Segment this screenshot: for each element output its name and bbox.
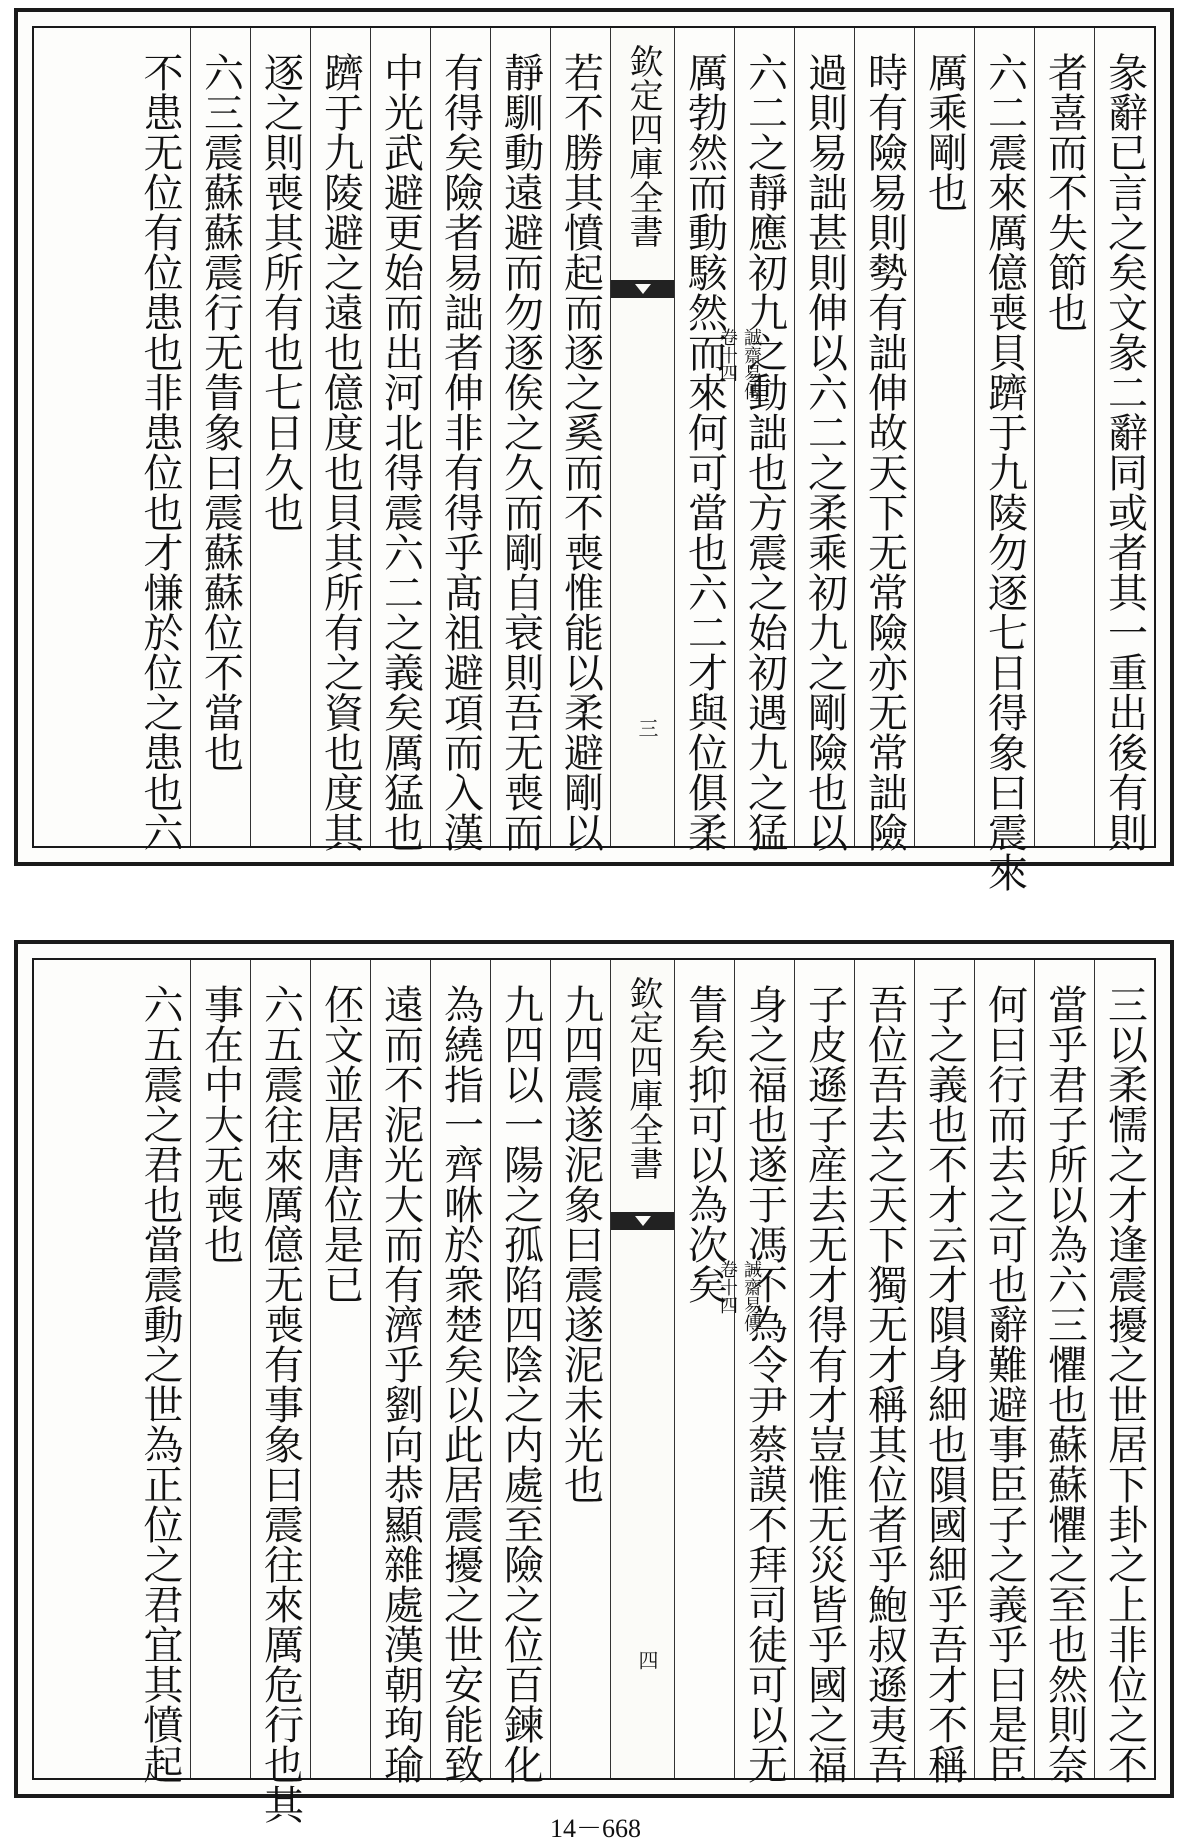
- text-column: 眚矣抑可以為次矣: [674, 960, 734, 1778]
- banner-page-number: 三: [635, 718, 659, 738]
- banner-page-number: 四: [635, 1650, 659, 1670]
- text-column: 三以柔懦之才逢震擾之世居下卦之上非位之不: [1094, 960, 1154, 1778]
- top-page: [14, 8, 1174, 892]
- text-column: 六三震蘇蘇震行无眚象曰震蘇蘇位不當也: [190, 28, 250, 846]
- text-column: 身之福也遂于馮不為令尹蔡謨不拜司徒可以无: [734, 960, 794, 1778]
- banner-volume: 卷十四: [717, 328, 738, 382]
- text-column: 九四以一陽之孤陷四陰之内處至險之位百鍊化: [490, 960, 550, 1778]
- text-column: 伾文並居唐位是已: [310, 960, 370, 1778]
- text-column: 若不勝其憤起而逐之奚而不喪惟能以柔避剛以: [550, 28, 610, 846]
- top-page-text-block: [32, 26, 1156, 892]
- text-column: 遠而不泥光大而有濟乎劉向恭顯雜處漢朝珣瑜: [370, 960, 430, 1778]
- text-column: 逐之則喪其所有也七日久也: [250, 28, 310, 846]
- text-column: 子皮遜子産去无才得有才豈惟无災皆乎國之福: [794, 960, 854, 1778]
- fish-tail-mark-icon: [611, 1212, 674, 1230]
- text-column: 過則易詘甚則伸以六二之柔乘初九之剛險也以: [794, 28, 854, 846]
- banner-book-title: 誠齋易傳: [741, 1260, 762, 1332]
- text-column: 有得矣險者易詘者伸非有得乎髙祖避項而入漢: [430, 28, 490, 846]
- bottom-page-text-block: [32, 958, 1156, 1824]
- text-column: 當乎君子所以為六三懼也蘇蘇懼之至也然則奈: [1034, 960, 1094, 1778]
- text-column: 吾位吾去之天下獨无才稱其位者乎鮑叔遜夷吾: [854, 960, 914, 1778]
- text-column: 何曰行而去之可也辭難避事臣子之義乎曰是臣: [974, 960, 1034, 1778]
- banner-subtitle: [617, 1260, 761, 1332]
- banner-volume: 卷十四: [717, 1260, 738, 1314]
- text-column: 靜馴動遠避而勿逐俟之久而剛自衰則吾无喪而: [490, 28, 550, 846]
- text-column: 彖辭已言之矣文彖二辭同或者其一重出後有則: [1094, 28, 1154, 846]
- text-column: 六五震往來厲億无喪有事象曰震往來厲危行也其: [250, 960, 310, 1778]
- text-column: 不患无位有位患也非患位也才慊於位之患也六: [137, 52, 183, 852]
- text-column: 中光武避更始而出河北得震六二之義矣厲猛也: [370, 28, 430, 846]
- banner-book-title: 誠齋易傳: [741, 328, 762, 400]
- banner-title: 欽定四庫全書: [623, 44, 663, 248]
- text-column: 厲乘剛也: [914, 28, 974, 846]
- bottom-page: [14, 940, 1174, 1824]
- banner-subtitle: [617, 328, 761, 400]
- fish-tail-mark-icon: [611, 280, 674, 298]
- page-footer-number: 14－668: [549, 1814, 641, 1843]
- text-column: 六二之靜應初九之動詘也方震之始初遇九之猛: [734, 28, 794, 846]
- text-column: 為繞指一齊咻於衆楚矣以此居震擾之世安能致: [430, 960, 490, 1778]
- text-column: 躋于九陵避之遠也億度也貝其所有之資也度其: [310, 28, 370, 846]
- text-column: 時有險易則勢有詘伸故天下无常險亦无常詘險: [854, 28, 914, 846]
- text-column: 者喜而不失節也: [1034, 28, 1094, 846]
- text-column: 六二震來厲億喪貝躋于九陵勿逐七日得象曰震來: [974, 28, 1034, 846]
- text-column: 九四震遂泥象曰震遂泥未光也: [550, 960, 610, 1778]
- text-column: 事在中大无喪也: [190, 960, 250, 1778]
- banner-title: 欽定四庫全書: [623, 976, 663, 1180]
- text-column: 六五震之君也當震動之世為正位之君宜其憤起: [137, 984, 183, 1784]
- text-column: 厲勃然而動駭然而來何可當也六二才與位俱柔: [674, 28, 734, 846]
- text-column: 子之義也不才云才隕身細也隕國細乎吾才不稱: [914, 960, 974, 1778]
